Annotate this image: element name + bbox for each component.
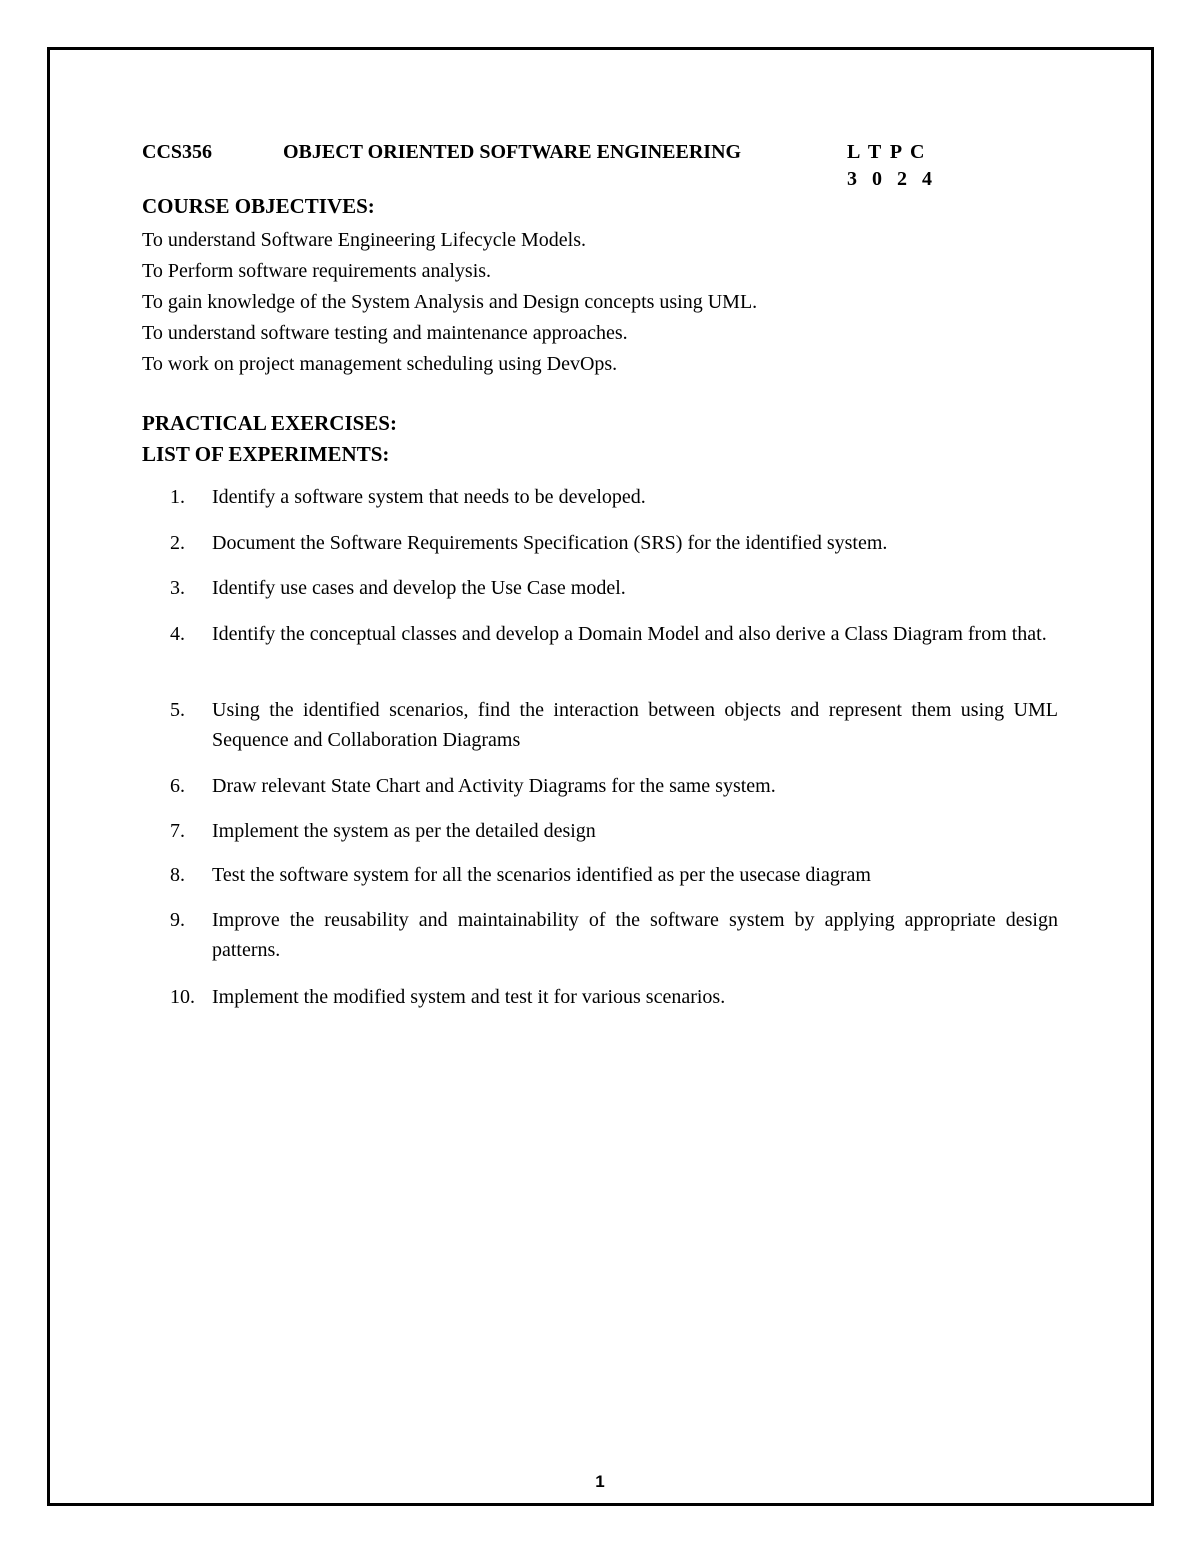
- experiment-text: Identify a software system that needs to be developed.: [212, 486, 646, 508]
- experiment-text: Implement the system as per the detailed design: [212, 820, 596, 842]
- experiment-number: 6.: [170, 775, 185, 797]
- experiments-heading: LIST OF EXPERIMENTS:: [142, 442, 390, 466]
- experiment-text: Test the software system for all the scenarios identified as per the usecase diagram: [212, 864, 871, 886]
- experiment-number: 7.: [170, 820, 185, 842]
- experiment-text: Document the Software Requirements Specification (SRS) for the identified system.: [212, 532, 888, 554]
- experiment-text: Identify use cases and develop the Use Case model.: [212, 577, 626, 599]
- objective-item: To Perform software requirements analysis.: [142, 260, 492, 282]
- course-title: OBJECT ORIENTED SOFTWARE ENGINEERING: [283, 141, 742, 163]
- experiment-text: Improve the reusability and maintainability of the software system by applying appropriate design patterns.: [212, 909, 1058, 961]
- experiment-number: 3.: [170, 577, 185, 599]
- experiment-number: 9.: [170, 909, 185, 931]
- objectives-heading: COURSE OBJECTIVES:: [142, 194, 375, 218]
- objective-item: To understand Software Engineering Lifecycle Models.: [142, 229, 587, 251]
- practical-exercises-heading: PRACTICAL EXERCISES:: [142, 411, 397, 435]
- experiment-item: [170, 695, 1058, 755]
- experiment-text: Implement the modified system and test it for various scenarios.: [212, 986, 726, 1008]
- course-code: CCS356: [142, 141, 213, 163]
- objectives-list: [142, 225, 757, 380]
- course-header: [142, 141, 942, 167]
- experiment-number: 8.: [170, 864, 185, 886]
- ltpc-values: 3 0 2 4: [847, 168, 937, 190]
- experiment-number: 10.: [170, 986, 195, 1008]
- experiment-text: Draw relevant State Chart and Activity Diagrams for the same system.: [212, 775, 776, 797]
- objective-item: To understand software testing and maintenance approaches.: [142, 322, 628, 344]
- experiment-text: Identify the conceptual classes and develop a Domain Model and also derive a Class Diagram from that.: [212, 623, 1047, 645]
- experiment-item: [170, 771, 1058, 801]
- experiment-item: [170, 619, 1058, 649]
- experiment-item: [170, 860, 1058, 890]
- experiment-number: 4.: [170, 623, 185, 645]
- ltpc-label: L T P C: [847, 141, 927, 163]
- experiment-number: 5.: [170, 699, 185, 721]
- experiment-item: [170, 528, 1058, 558]
- objective-item: To work on project management scheduling using DevOps.: [142, 353, 618, 375]
- experiment-item: [170, 905, 1058, 965]
- experiment-number: 2.: [170, 532, 185, 554]
- experiment-item: [170, 573, 1058, 603]
- experiment-item: [170, 482, 1058, 512]
- experiment-item: [170, 816, 1058, 846]
- experiment-item: [170, 982, 1058, 1012]
- objective-item: To gain knowledge of the System Analysis and Design concepts using UML.: [142, 291, 758, 313]
- experiment-text: Using the identified scenarios, find the interaction between objects and represent them using UML Sequence and Collaboration Diagrams: [212, 699, 1058, 751]
- experiment-number: 1.: [170, 486, 185, 508]
- page-number: 1: [595, 1472, 605, 1491]
